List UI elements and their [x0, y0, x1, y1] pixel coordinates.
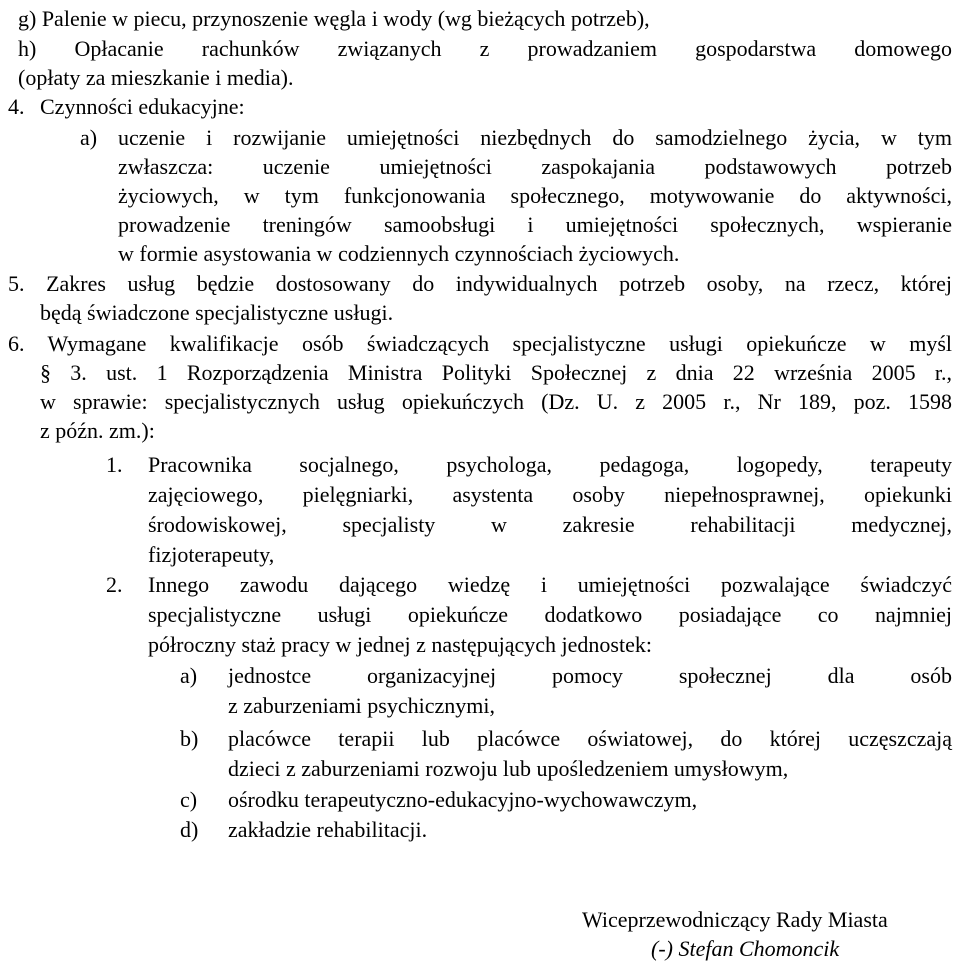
section-4-a-line: zwłaszcza: uczenie umiejętności zaspokajania podstawowych potrzeb — [118, 154, 952, 179]
subitem-c-marker: c) — [180, 787, 198, 812]
list-item-h-line2: (opłaty za mieszkanie i media). — [18, 65, 294, 90]
section-4-a-line: uczenie i rozwijanie umiejętności niezbędnych do samodzielnego życia, w tym — [118, 125, 952, 150]
section-6-item-2-marker: 2. — [106, 572, 123, 597]
section-6-item-1-marker: 1. — [106, 452, 123, 477]
section-6-item-2-line: półroczny staż pracy w jednej z następujących jednostek: — [148, 632, 652, 657]
section-6-item-1-line: środowiskowej, specjalisty w zakresie rehabilitacji medycznej, — [148, 512, 952, 537]
section-6-item-1-line: Pracownika socjalnego, psychologa, pedagoga, logopedy, terapeuty — [148, 452, 952, 477]
section-4-number: 4. — [8, 94, 25, 119]
signature-name: (-) Stefan Chomoncik — [651, 936, 840, 961]
subitem-b-line: placówce terapii lub placówce oświatowej, do której uczęszczają — [228, 726, 952, 751]
section-6-item-2-line: Innego zawodu dającego wiedzę i umiejętności pozwalające świadczyć — [148, 572, 952, 597]
section-4-a-line: w formie asystowania w codziennych czynnościach życiowych. — [118, 241, 680, 266]
list-item-g: g) Palenie w piecu, przynoszenie węgla i wody (wg bieżących potrzeb), — [18, 6, 650, 31]
section-4-a-line: prowadzenie treningów samoobsługi i umiejętności społecznych, wspieranie — [118, 212, 952, 237]
section-6-line: z późn. zm.): — [40, 418, 155, 443]
section-5-line: 5. Zakres usług będzie dostosowany do indywidualnych potrzeb osoby, na rzecz, której — [8, 271, 952, 296]
section-4-a-line: życiowych, w tym funkcjonowania społecznego, motywowanie do aktywności, — [118, 183, 952, 208]
section-6-line: § 3. ust. 1 Rozporządzenia Ministra Polityki Społecznej z dnia 22 września 2005 r., — [40, 360, 952, 385]
subitem-c-line: ośrodku terapeutyczno-edukacyjno-wychowawczym, — [228, 787, 698, 812]
section-6-line: w sprawie: specjalistycznych usług opiekuńczych (Dz. U. z 2005 r., Nr 189, poz. 1598 — [40, 389, 952, 414]
subitem-d-line: zakładzie rehabilitacji. — [228, 817, 428, 842]
subitem-d-marker: d) — [180, 817, 199, 842]
signature-role: Wiceprzewodniczący Rady Miasta — [582, 907, 888, 932]
list-item-h-line1: h) Opłacanie rachunków związanych z prowadzaniem gospodarstwa domowego — [18, 36, 952, 61]
subitem-b-marker: b) — [180, 726, 199, 751]
section-5-line: będą świadczone specjalistyczne usługi. — [40, 300, 394, 325]
subitem-a-line: z zaburzeniami psychicznymi, — [228, 693, 495, 718]
section-6-item-1-line: zajęciowego, pielęgniarki, asystenta osoby niepełnosprawnej, opiekunki — [148, 482, 952, 507]
section-6-item-2-line: specjalistyczne usługi opiekuńcze dodatkowo posiadające co najmniej — [148, 602, 952, 627]
section-6-item-1-line: fizjoterapeuty, — [148, 542, 275, 567]
subitem-a-line: jednostce organizacyjnej pomocy społecznej dla osób — [228, 663, 952, 688]
subitem-a-marker: a) — [180, 663, 198, 688]
subitem-b-line: dzieci z zaburzeniami rozwoju lub upośledzeniem umysłowym, — [228, 756, 789, 781]
section-4-title: Czynności edukacyjne: — [40, 94, 245, 119]
section-4-a-marker: a) — [80, 125, 98, 150]
section-6-line: 6. Wymagane kwalifikacje osób świadczących specjalistyczne usługi opiekuńcze w myśl — [8, 331, 952, 356]
